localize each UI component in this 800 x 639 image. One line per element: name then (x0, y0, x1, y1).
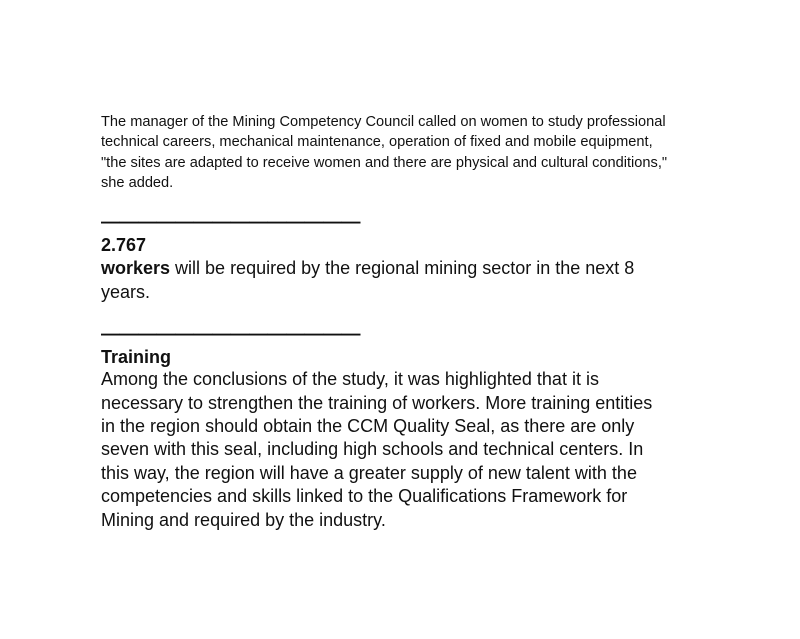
divider-line: —————————————— (101, 324, 360, 346)
stat-number: 2.767 (101, 235, 147, 256)
stat-rest-text: will be required by the regional mining sector in the next 8 years. (101, 258, 635, 303)
divider-line: —————————————— (101, 212, 360, 234)
intro-paragraph: The manager of the Mining Competency Council called on women to study professional technical careers, mechanical maintenance, operation of fixed and mobile equipment, "the sites are adapted to receive women and there are physical and cultural conditions," she added. (101, 114, 668, 191)
article-page (101, 112, 741, 532)
training-paragraph: Among the conclusions of the study, it was highlighted that it is necessary to strengthen the training of workers. More training entities in the region should obtain the CCM Quality Seal, as there are only seven with this seal, including high schools and technical centers. In this way, the region will have a greater supply of new talent with the competencies and skills linked to the Qualifications Framework for Mining and required by the industry. (101, 369, 653, 530)
stat-keyword: workers (101, 258, 171, 279)
stat-description (101, 256, 741, 304)
section-title-training: Training (101, 347, 172, 368)
